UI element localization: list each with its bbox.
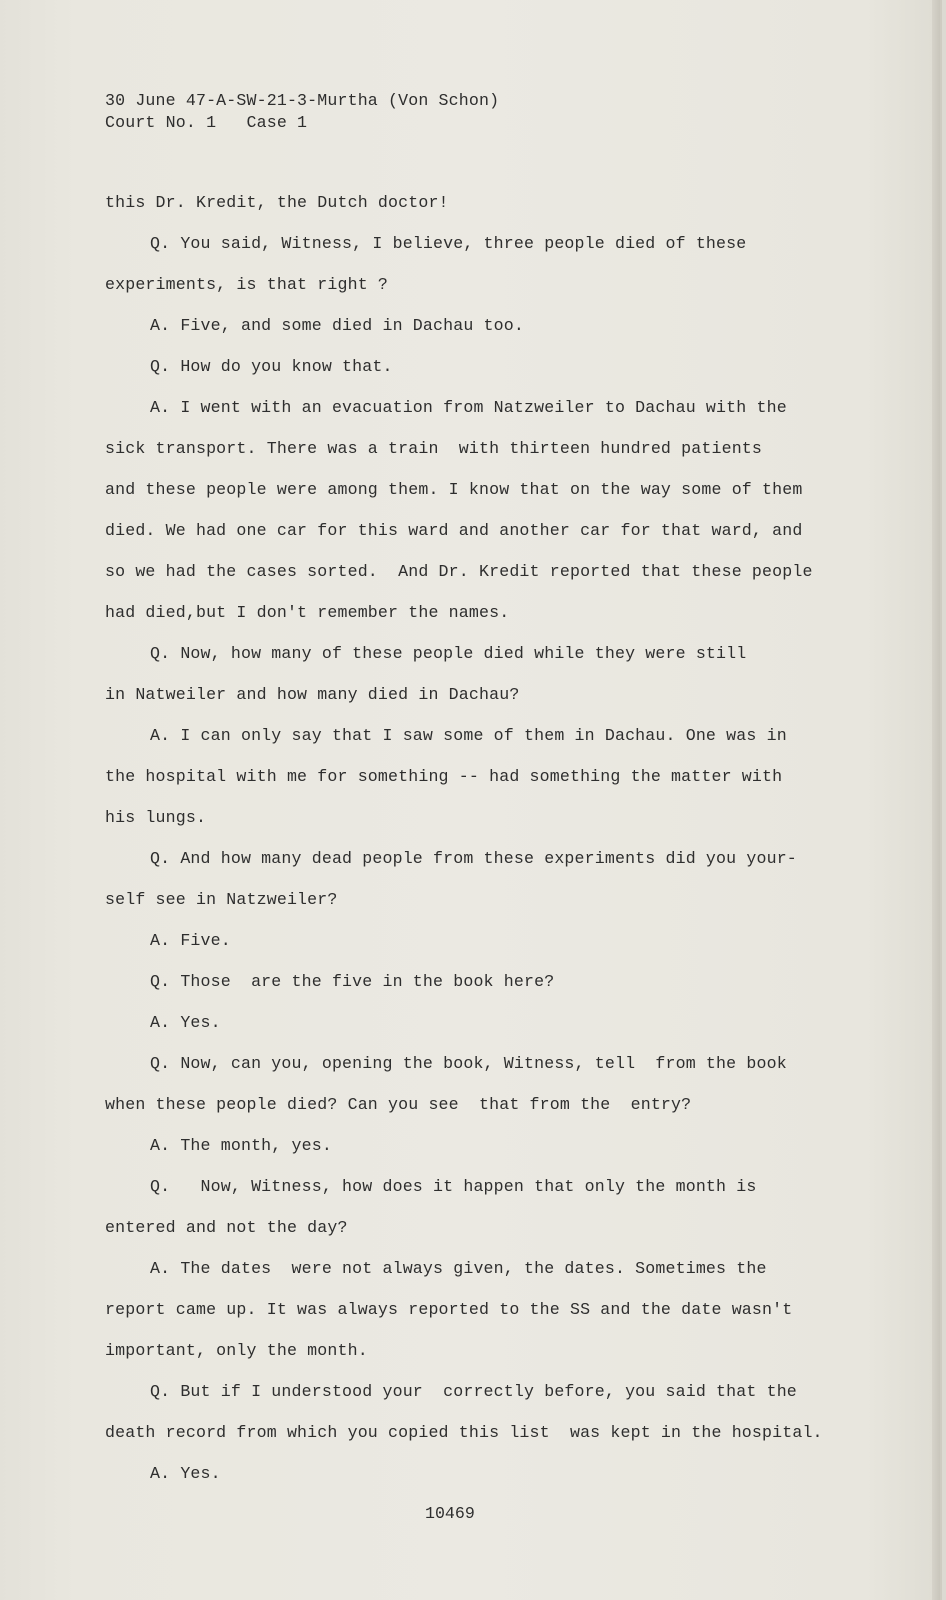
- transcript-line: A. Yes.: [150, 1464, 221, 1483]
- transcript-line: Q. Now, Witness, how does it happen that only the month is: [150, 1177, 757, 1196]
- transcript-line: Q. But if I understood your correctly before, you said that the: [150, 1382, 797, 1401]
- transcript-line: the hospital with me for something -- had something the matter with: [105, 767, 783, 786]
- transcript-line: report came up. It was always reported to the SS and the date wasn't: [105, 1300, 793, 1319]
- transcript-line: A. Yes.: [150, 1013, 221, 1032]
- transcript-line: important, only the month.: [105, 1341, 368, 1360]
- transcript-line: Q. And how many dead people from these experiments did you your-: [150, 849, 797, 868]
- transcript-line: A. The month, yes.: [150, 1136, 332, 1155]
- transcript-line: A. Five, and some died in Dachau too.: [150, 316, 524, 335]
- transcript-line: A. I went with an evacuation from Natzweiler to Dachau with the: [150, 398, 787, 417]
- transcript-line: in Natweiler and how many died in Dachau?: [105, 685, 520, 704]
- page-number: 10469: [425, 1504, 475, 1523]
- header-line-2: Court No. 1 Case 1: [105, 113, 308, 132]
- transcript-line: Q. You said, Witness, I believe, three people died of these: [150, 234, 747, 253]
- transcript-line: death record from which you copied this list was kept in the hospital.: [105, 1423, 823, 1442]
- transcript-line: sick transport. There was a train with thirteen hundred patients: [105, 439, 763, 458]
- transcript-line: A. The dates were not always given, the dates. Sometimes the: [150, 1259, 767, 1278]
- transcript-line: Q. Those are the five in the book here?: [150, 972, 555, 991]
- transcript-line: his lungs.: [105, 808, 207, 827]
- page-edge: [932, 0, 940, 1600]
- transcript-line: so we had the cases sorted. And Dr. Kredit reported that these people: [105, 562, 813, 581]
- transcript-line: experiments, is that right ?: [105, 275, 389, 294]
- transcript-line: A. Five.: [150, 931, 231, 950]
- transcript-line: had died,but I don't remember the names.: [105, 603, 510, 622]
- transcript-line: A. I can only say that I saw some of them in Dachau. One was in: [150, 726, 787, 745]
- transcript-line: Q. Now, can you, opening the book, Witness, tell from the book: [150, 1054, 787, 1073]
- transcript-line: Q. How do you know that.: [150, 357, 393, 376]
- transcript-line: self see in Natzweiler?: [105, 890, 338, 909]
- transcript-line: died. We had one car for this ward and another car for that ward, and: [105, 521, 803, 540]
- transcript-line: when these people died? Can you see that from the entry?: [105, 1095, 692, 1114]
- transcript-line: entered and not the day?: [105, 1218, 348, 1237]
- transcript-line: and these people were among them. I know that on the way some of them: [105, 480, 803, 499]
- transcript-line: Q. Now, how many of these people died while they were still: [150, 644, 747, 663]
- transcript-line: this Dr. Kredit, the Dutch doctor!: [105, 193, 449, 212]
- header-line-1: 30 June 47-A-SW-21-3-Murtha (Von Schon): [105, 91, 500, 110]
